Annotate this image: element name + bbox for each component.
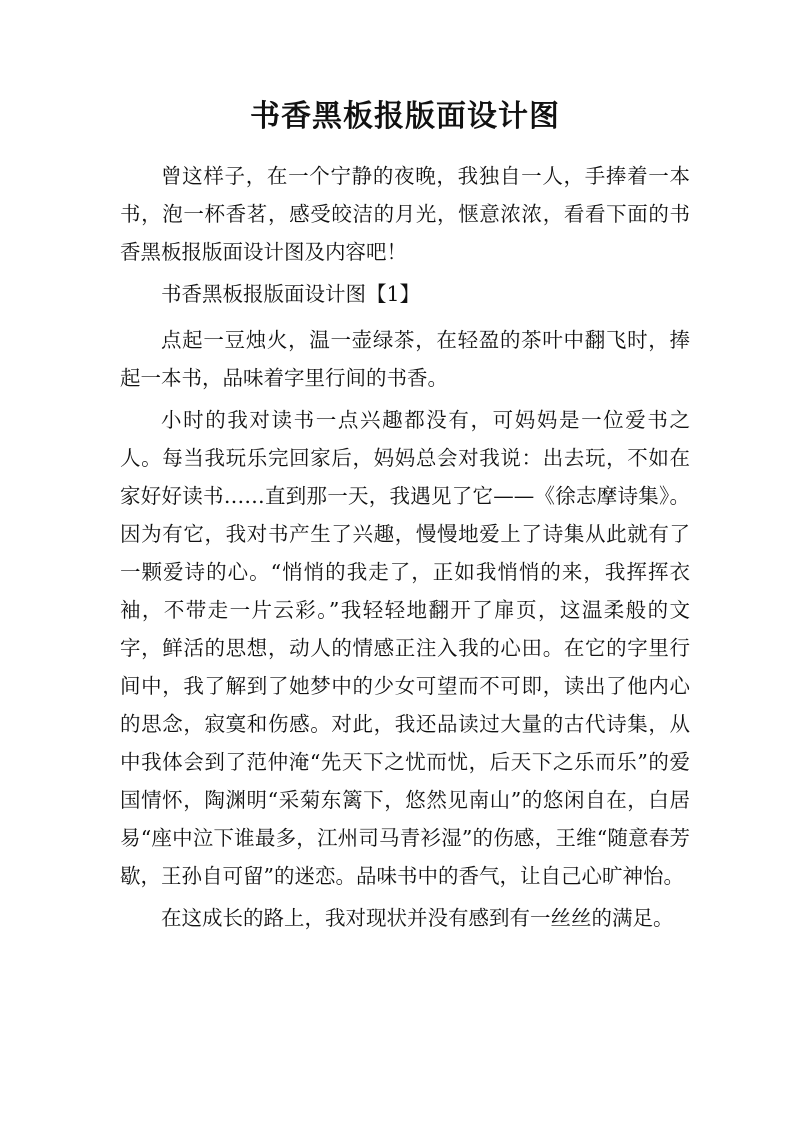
document-page	[120, 95, 690, 937]
section-heading: 书香黑板报版面设计图【1】	[161, 282, 421, 306]
body-paragraph-2: 小时的我对读书一点兴趣都没有，可妈妈是一位爱书之人。每当我玩乐完回家后，妈妈总会对我说：出去玩，不如在家好好读书……直到那一天，我遇见了它——《徐志摩诗集》。因为有它，我对书产生了兴趣，慢慢地爱上了诗集从此就有了一颗爱诗的心。“悄悄的我走了，正如我悄悄的来，我挥挥衣袖，不带走一片云彩。”我轻轻地翻开了扉页，这温柔般的文字，鲜活的思想，动人的情感正注入我的心田。在它的字里行间中，我了解到了她梦中的少女可望而不可即，读出了他内心的思念，寂寞和伤感。对此，我还品读过大量的古代诗集，从中我体会到了范仲淹“先天下之忧而忧，后天下之乐而乐”的爱国情怀，陶渊明“采菊东篱下，悠然见南山”的悠闲自在，白居易“座中泣下谁最多，江州司马青衫湿”的伤感，王维“随意春芳歇，王孙自可留”的迷恋。品味书中的香气，让自己心旷神怡。	[120, 408, 690, 888]
body-paragraph-1: 点起一豆烛火，温一壶绿茶，在轻盈的茶叶中翻飞时，捧起一本书，品味着字里行间的书香。	[120, 328, 690, 390]
body-paragraph-3: 在这成长的路上，我对现状并没有感到有一丝丝的满足。	[161, 906, 674, 930]
document-title: 书香黑板报版面设计图	[250, 99, 560, 134]
intro-paragraph: 曾这样子，在一个宁静的夜晚，我独自一人，手捧着一本书，泡一杯香茗，感受皎洁的月光，惬意浓浓，看看下面的书香黑板报版面设计图及内容吧！	[120, 164, 690, 264]
